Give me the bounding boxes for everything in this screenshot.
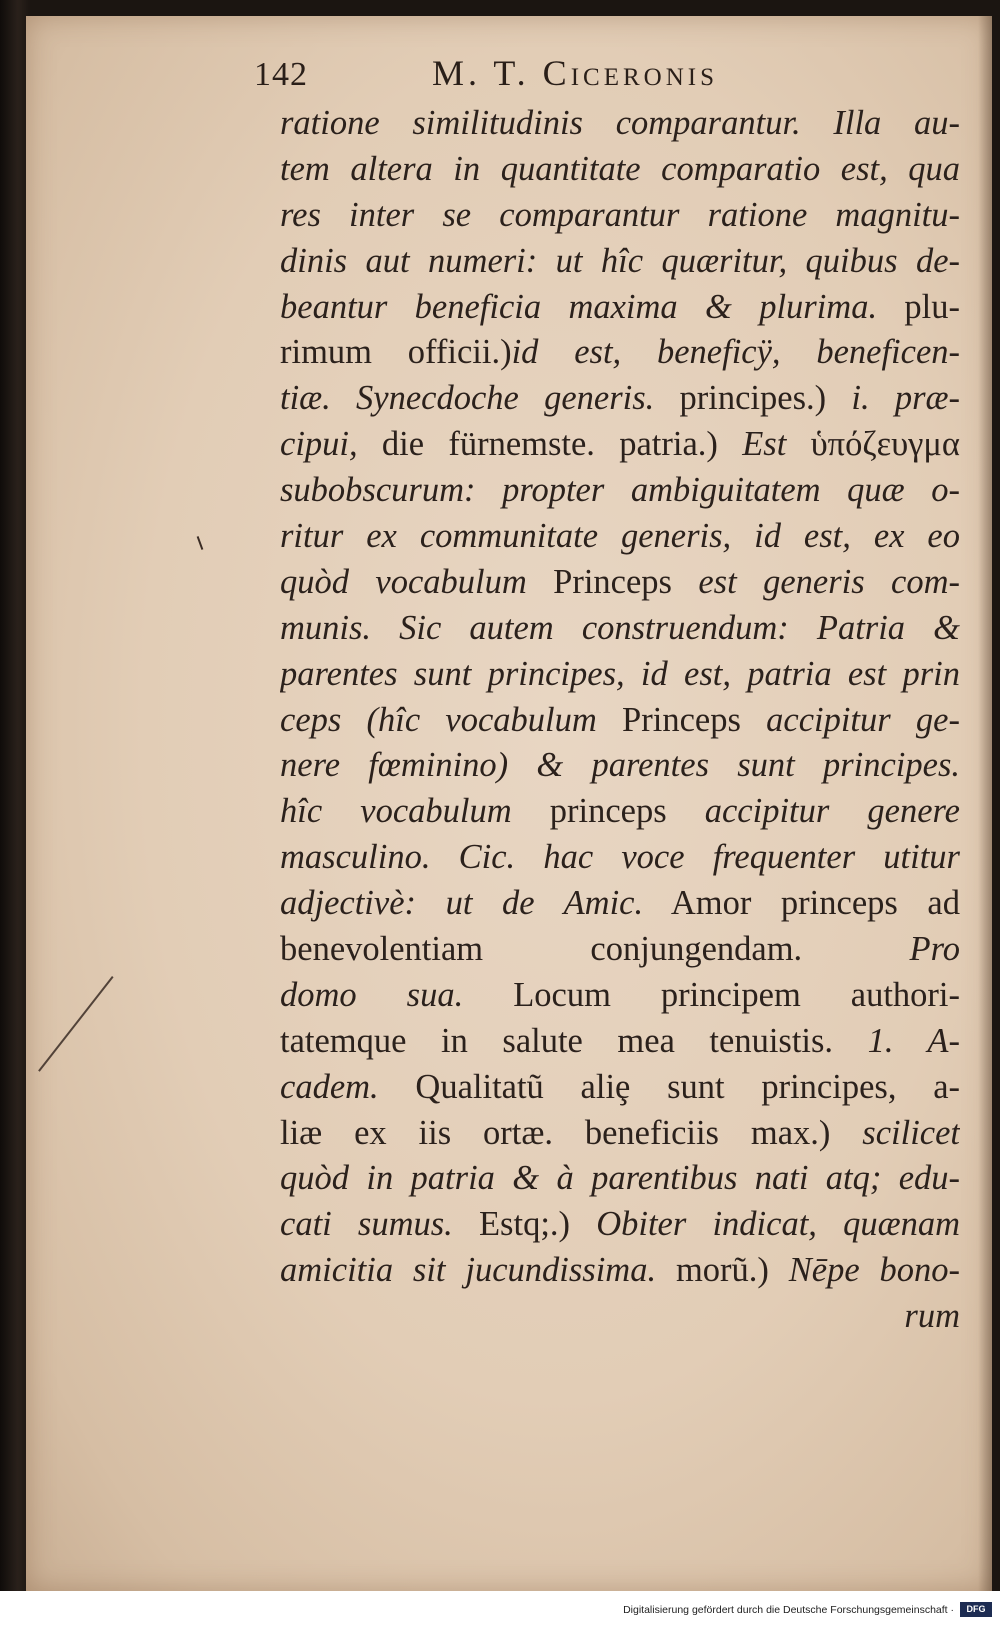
text-line [280, 1248, 960, 1294]
text-segment: scilicet [830, 1113, 960, 1152]
text-segment: ὑπόζευγμα [786, 425, 960, 464]
text-line [280, 698, 960, 744]
text-line [280, 285, 960, 331]
text-segment: cipui, [280, 425, 358, 464]
text-line [280, 1111, 960, 1157]
text-segment: ritur ex communitate generis, id est, ex eo [280, 517, 960, 556]
text-line [280, 560, 960, 606]
text-segment: amicitia sit jucundissima. [280, 1251, 657, 1290]
text-line [280, 606, 960, 652]
text-segment: tem altera in quantitate comparatio est, qua [280, 149, 960, 188]
text-line [280, 330, 960, 376]
text-segment: accipitur genere [704, 792, 960, 831]
text-line [280, 514, 960, 560]
text-line [280, 239, 960, 285]
text-segment: tiæ. Synecdoche generis. [280, 379, 655, 418]
text-segment: beantur beneficia maxima & plurima. [280, 287, 878, 326]
text-line [280, 1019, 960, 1065]
text-line [280, 1202, 960, 1248]
text-segment: Princeps [596, 700, 767, 739]
text-line [280, 1294, 960, 1340]
text-segment: quòd vocabulum [280, 562, 527, 601]
text-line [280, 193, 960, 239]
text-line [280, 101, 960, 147]
text-segment: 1. A- [833, 1021, 960, 1060]
text-segment: rimum officii.) [280, 333, 512, 372]
dfg-logo: DFG [960, 1602, 992, 1617]
running-header [254, 52, 954, 100]
text-segment: parentes sunt principes, id est, patria est prin [280, 654, 960, 693]
text-segment: Obiter indicat, quænam [570, 1205, 960, 1244]
text-line [280, 835, 960, 881]
digitization-footer [0, 1591, 1000, 1629]
text-segment: princeps [511, 792, 705, 831]
text-segment: Princeps [526, 562, 699, 601]
text-segment: dinis aut numeri: ut hîc quæritur, quibus de- [280, 241, 960, 280]
text-line [280, 147, 960, 193]
text-line [280, 1065, 960, 1111]
book-page [26, 16, 992, 1591]
text-segment: Locum principem authori- [463, 975, 960, 1014]
text-segment: Nēpe bono- [768, 1251, 960, 1290]
margin-pen-stroke [38, 976, 113, 1072]
text-segment: rum [904, 1297, 960, 1336]
text-segment: est generis com- [698, 562, 960, 601]
text-segment: id est, beneficÿ, beneficen- [511, 333, 960, 372]
page-number: 142 [254, 56, 308, 93]
text-segment: Est [717, 425, 787, 464]
text-segment: hîc vocabulum [280, 792, 512, 831]
text-segment: tatemque in salute mea tenuistis. [280, 1021, 834, 1060]
text-segment: ceps (hîc vocabulum [280, 700, 597, 739]
text-segment: subobscurum: propter ambiguitatem quæ o- [280, 471, 960, 510]
text-line [280, 743, 960, 789]
text-segment: Estq;.) [452, 1205, 571, 1244]
text-segment: die fürnemste. patria.) [357, 425, 718, 464]
text-line [280, 927, 960, 973]
text-block [280, 101, 960, 1340]
footer-credit: Digitalisierung gefördert durch die Deutsche Forschungsgemeinschaft · [623, 1604, 954, 1616]
text-line [280, 422, 960, 468]
text-segment: accipitur ge- [766, 700, 960, 739]
text-line [280, 468, 960, 514]
text-segment: i. præ- [826, 379, 960, 418]
margin-tick [197, 536, 204, 550]
text-segment: morũ.) [656, 1251, 769, 1290]
text-segment: munis. Sic autem construendum: Patria & [280, 608, 960, 647]
text-segment: ratione similitudinis comparantur. Illa au- [280, 104, 960, 142]
text-segment: nere fœminino) & parentes sunt principes. [280, 746, 960, 785]
text-segment: res inter se comparantur ratione magnitu- [280, 195, 960, 234]
text-line [280, 973, 960, 1019]
text-segment: cadem. [280, 1067, 379, 1106]
text-segment: Pro [802, 930, 960, 969]
text-segment: cati sumus. [280, 1205, 453, 1244]
text-line [280, 652, 960, 698]
text-segment: Qualitatũ aliȩ sunt principes, a- [378, 1067, 960, 1106]
text-segment: benevolentiam conjungendam. [280, 930, 803, 969]
text-line [280, 881, 960, 927]
running-title: M. T. Ciceronis [432, 53, 718, 93]
text-segment: quòd in patria & à parentibus nati atq; edu- [280, 1159, 960, 1198]
text-segment: adjectivè: ut de Amic. [280, 884, 644, 923]
text-line [280, 376, 960, 422]
text-line [280, 789, 960, 835]
text-segment: principes.) [654, 379, 827, 418]
text-segment: Amor princeps ad [643, 884, 960, 923]
text-segment: plu- [877, 287, 960, 326]
text-segment: domo sua. [280, 975, 464, 1014]
text-segment: liæ ex iis ortæ. beneficiis max.) [280, 1113, 831, 1152]
text-segment: masculino. Cic. hac voce frequenter utitur [280, 838, 960, 877]
text-line [280, 1156, 960, 1202]
